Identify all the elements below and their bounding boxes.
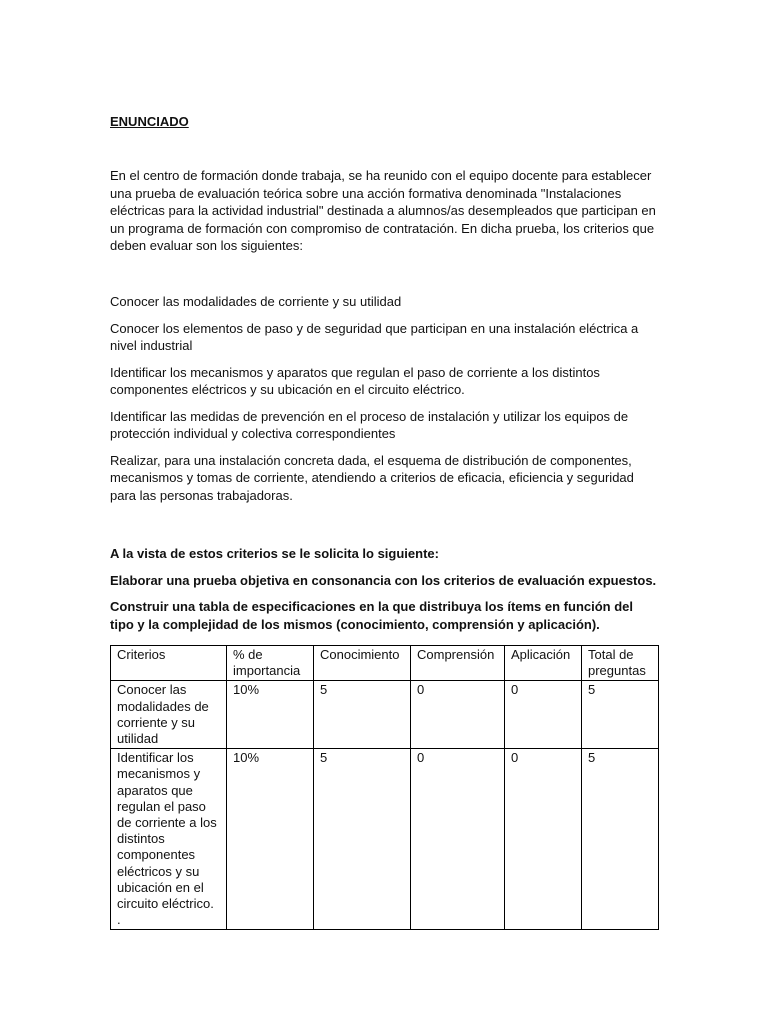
table-cell: 5 <box>314 681 411 749</box>
table-cell: 10% <box>227 749 314 930</box>
heading: ENUNCIADO <box>110 114 189 129</box>
criterion-item: Identificar los mecanismos y aparatos que regulan el paso de corriente a los distintos componentes eléctricos y su ubicación en el circuito eléctrico. <box>110 364 600 397</box>
table-cell: 5 <box>314 749 411 930</box>
criterion-item: Realizar, para una instalación concreta dada, el esquema de distribución de componentes, mecanismos y tomas de corriente, atendiendo a criterios de eficacia, eficiencia y seguridad para las personas trabajadoras. <box>110 452 634 503</box>
table-row <box>111 749 659 930</box>
table-header-row <box>111 646 659 681</box>
table-cell: Identificar los mecanismos y aparatos que regulan el paso de corriente a los distintos componentes eléctricos y su ubicación en el circuito eléctrico. . <box>111 749 227 930</box>
criterion-item: Conocer los elementos de paso y de seguridad que participan en una instalación eléctrica a nivel industrial <box>110 320 639 353</box>
criteria-list <box>110 293 660 513</box>
specification-table <box>110 645 659 930</box>
criterion-item: Conocer las modalidades de corriente y su utilidad <box>110 294 402 309</box>
request-intro: A la vista de estos criterios se le solicita lo siguiente: <box>110 546 439 561</box>
table-row <box>111 681 659 749</box>
requests-list <box>110 545 660 642</box>
table-cell: 0 <box>505 749 582 930</box>
header-total: Total de preguntas <box>582 646 659 681</box>
table-cell: 0 <box>411 681 505 749</box>
header-comprension: Comprensión <box>411 646 505 681</box>
table-cell: 0 <box>505 681 582 749</box>
header-aplicacion: Aplicación <box>505 646 582 681</box>
header-conocimiento: Conocimiento <box>314 646 411 681</box>
table-cell: 10% <box>227 681 314 749</box>
table-cell: Conocer las modalidades de corriente y su utilidad <box>111 681 227 749</box>
header-importancia: % de importancia <box>227 646 314 681</box>
table-cell: 5 <box>582 749 659 930</box>
criterion-item: Identificar las medidas de prevención en el proceso de instalación y utilizar los equipos de protección individual y colectiva correspondientes <box>110 408 629 441</box>
request-item: Construir una tabla de especificaciones en la que distribuya los ítems en función del tipo y la complejidad de los mismos (conocimiento, comprensión y aplicación). <box>110 599 634 632</box>
table-cell: 0 <box>411 749 505 930</box>
table-cell: 5 <box>582 681 659 749</box>
intro-paragraph: En el centro de formación donde trabaja, se ha reunido con el equipo docente para establecer una prueba de evaluación teórica sobre una acción formativa denominada "Instalaciones eléctricas para la actividad industrial" destinada a alumnos/as desempleados que participan en un programa de formación con compromiso de contratación. En dicha prueba, los criterios que deben evaluar son los siguientes: <box>110 168 656 253</box>
header-criterios: Criterios <box>111 646 227 681</box>
request-item: Elaborar una prueba objetiva en consonancia con los criterios de evaluación expuestos. <box>110 572 657 588</box>
